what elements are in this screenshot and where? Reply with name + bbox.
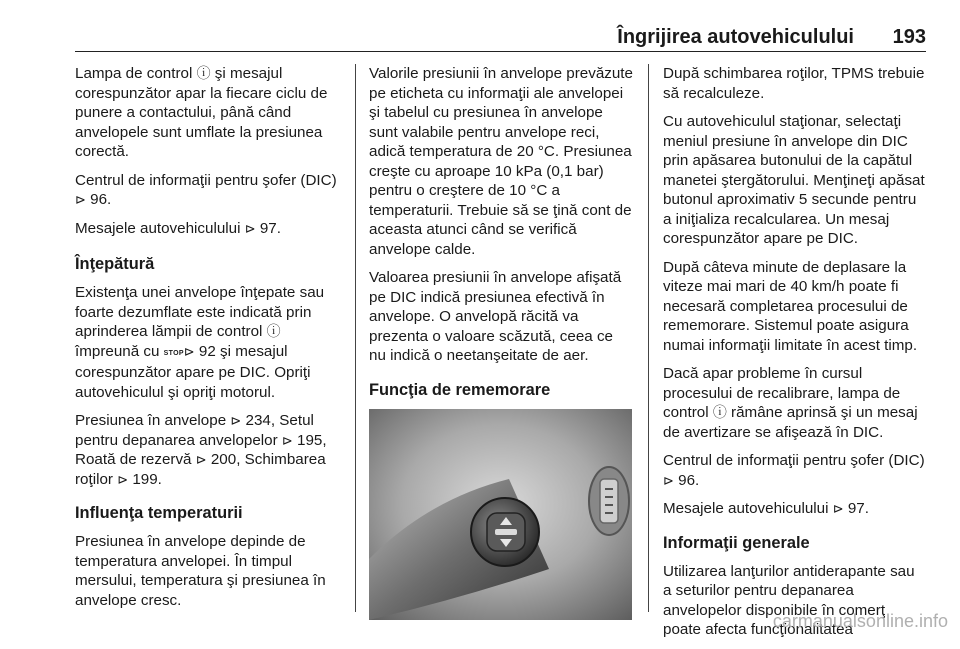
page-ref-arrow-icon[interactable]: ⊳ bbox=[117, 471, 129, 487]
paragraph: Cu autovehiculul staţionar, selectaţi meniul presiune în anvelope din DIC prin apăsarea butonului de la capătul manetei ştergătorului. Menţineţi apăsat butonul aproximativ 5 secunde pentru a iniţializa recalcularea. Un mesaj corespunzător apare pe DIC. bbox=[663, 113, 925, 247]
paragraph: Mesajele autovehiculului ⊳ 97. bbox=[75, 219, 281, 237]
paragraph: Valoarea presiunii în anvelope afişată pe DIC indică presiunea efectivă în anvelope. O anvelopă răcită va prezenta o valoare scăzută, ceea ce nu indică o neetanşeitate de aer. bbox=[369, 269, 622, 364]
paragraph: Centrul de informaţii pentru şofer (DIC) ⊳ 96. bbox=[75, 171, 337, 208]
section-heading: Informaţii generale bbox=[663, 533, 810, 552]
column-2 bbox=[369, 64, 633, 620]
paragraph: Utilizarea lanţurilor antiderapante sau a seturilor pentru depanarea anvelopelor disponibile în comerţ poate afecta funcţionalitatea bbox=[663, 562, 915, 638]
page-ref-arrow-icon[interactable]: ⊳ bbox=[663, 472, 674, 488]
wiper-stalk-button-photo bbox=[369, 409, 632, 620]
paragraph: Dacă apar probleme în cursul procesului de recalibrare, lampa de control ⓘ rămâne aprinsă şi un mesaj de avertizare se afişează în DIC. bbox=[663, 365, 918, 441]
page-ref-arrow-icon[interactable]: ⊳ bbox=[244, 220, 256, 236]
tpms-lamp-icon: ⓘ bbox=[712, 404, 727, 420]
watermark-text: carmanualsonline.info bbox=[772, 611, 948, 631]
section-heading: Influenţa temperaturii bbox=[75, 504, 243, 522]
column-divider-2 bbox=[648, 64, 649, 612]
header-rule bbox=[75, 51, 926, 52]
column-divider-1 bbox=[355, 64, 356, 612]
paragraph: Centrul de informaţii pentru şofer (DIC) ⊳ 96. bbox=[663, 452, 925, 489]
section-heading: Înţepătură bbox=[75, 255, 155, 273]
tpms-lamp-icon: ⓘ bbox=[196, 65, 211, 81]
stop-lamp-icon: STOP bbox=[163, 349, 184, 357]
tpms-lamp-icon: ⓘ bbox=[266, 323, 281, 339]
paragraph: După câteva minute de deplasare la viteze mai mari de 40 km/h poate fi necesară completarea procesului de rememorare. Sistemul poate asigura numai informaţii limitate în acest timp. bbox=[663, 258, 918, 354]
paragraph: Lampa de control ⓘ şi mesajul corespunzător apar la fiecare ciclu de punere a contactului, până când anvelopele sunt umflate la presiunea corectă. bbox=[75, 65, 328, 160]
page-title: Îngrijirea autovehiculului bbox=[617, 26, 854, 48]
paragraph: Valorile presiunii în anvelope prevăzute pe eticheta cu informaţii ale anvelopei şi tabelul cu presiunea în anvelope sunt valabile pentru anvelope reci, adică temperatura de 20 °C. Presiunea creşte cu aproape 10 kPa (0,1 bar) pentru o creştere de 10 °C a temperaturii. Trebuie să se ţină cont de aceasta atunci când se verifică anvelope calde. bbox=[369, 65, 633, 258]
page-header bbox=[75, 26, 926, 48]
column-3 bbox=[663, 64, 927, 649]
paragraph: După schimbarea roţilor, TPMS trebuie să recalculeze. bbox=[663, 65, 925, 102]
paragraph: Existenţa unei anvelope înţepate sau foarte dezumflate este indicată prin aprinderea lămpii de control ⓘ împreună cu STOP⊳ 92 şi mesajul corespunzător apare pe DIC. Opriţi autovehiculul şi opriţi motorul. bbox=[75, 284, 325, 401]
paragraph: Mesajele autovehiculului ⊳ 97. bbox=[663, 500, 869, 517]
page-ref-arrow-icon[interactable]: ⊳ bbox=[75, 192, 86, 207]
page-number: 193 bbox=[892, 26, 926, 48]
paragraph: Presiunea în anvelope depinde de temperatura anvelopei. În timpul mersului, temperatura şi presiunea în anvelope cresc. bbox=[75, 533, 326, 609]
page-ref-arrow-icon[interactable]: ⊳ bbox=[183, 343, 195, 359]
column-1 bbox=[75, 64, 343, 619]
wiper-stalk-illustration bbox=[369, 409, 632, 620]
page-ref-arrow-icon[interactable]: ⊳ bbox=[281, 432, 293, 448]
page-ref-arrow-icon[interactable]: ⊳ bbox=[195, 452, 207, 467]
section-heading: Funcţia de rememorare bbox=[369, 380, 551, 399]
paragraph: Presiunea în anvelope ⊳ 234, Setul pentru depanarea anvelopelor ⊳ 195, Roată de rezervă ⊳ 200, Schimbarea roţilor ⊳ 199. bbox=[75, 412, 327, 488]
page-ref-arrow-icon[interactable]: ⊳ bbox=[832, 501, 844, 516]
page-ref-arrow-icon[interactable]: ⊳ bbox=[230, 413, 242, 428]
